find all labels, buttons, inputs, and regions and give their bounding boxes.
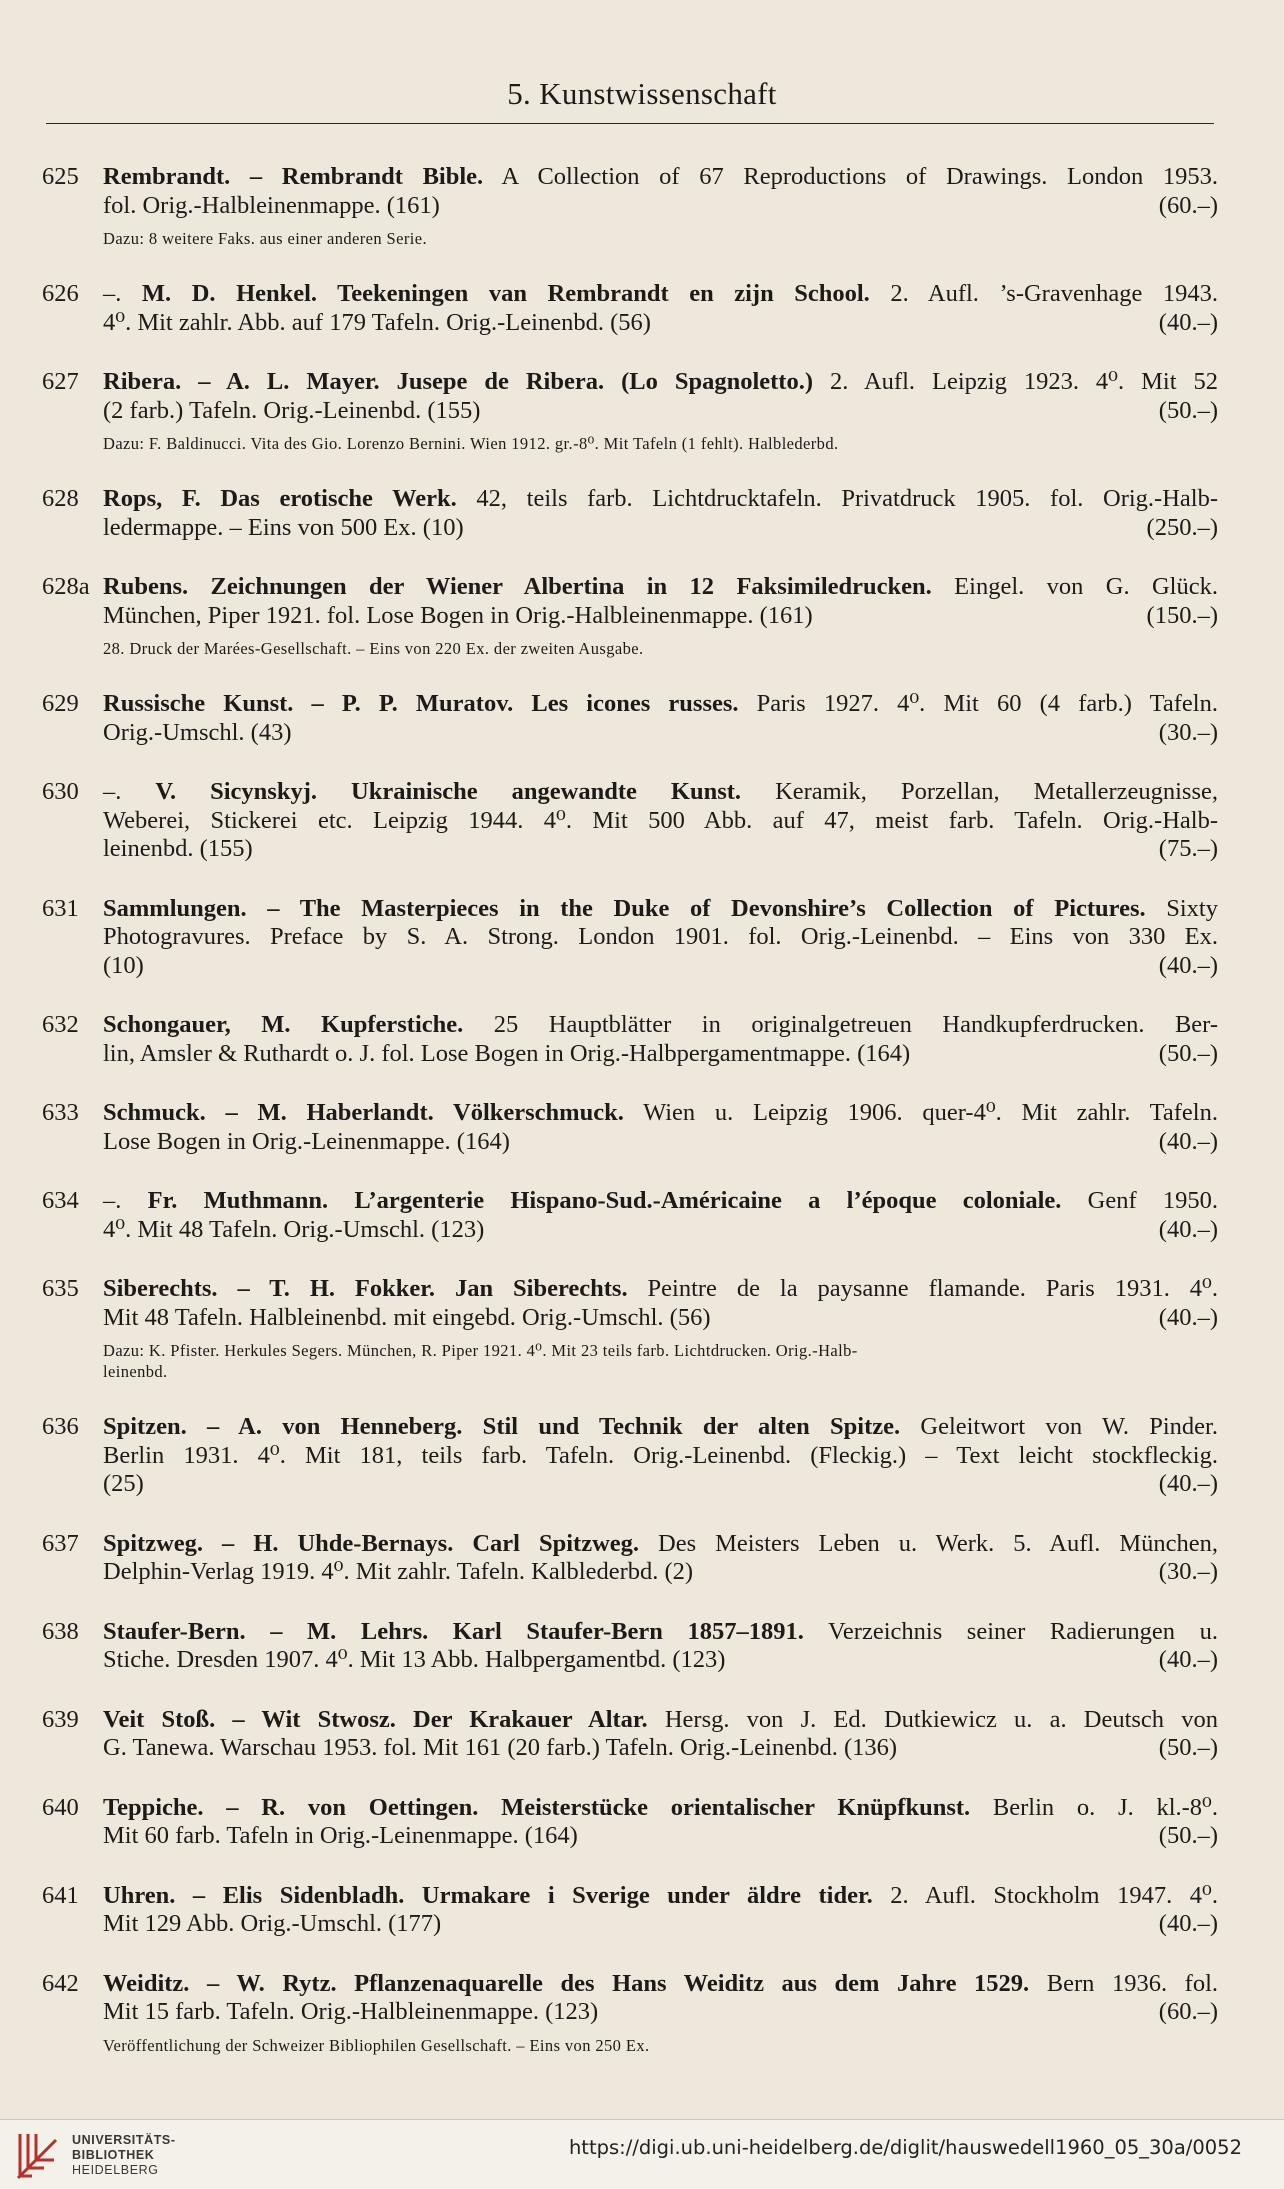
entry-line-text: leinenbd. (155) [103, 835, 253, 862]
entry-price: (40.–) [1158, 1470, 1218, 1497]
entry-line: Teppiche. – R. von Oettingen. Meisterstücke orientalischer Knüpfkunst. Berlin o. J. kl.-8⁰. [103, 1793, 1219, 1821]
catalog-entry [0, 368, 1284, 454]
entry-line-text: 4⁰. Mit 48 Tafeln. Orig.-Umschl. (123) [103, 1215, 485, 1243]
entry-number: 634 [42, 1187, 79, 1214]
entry-line [103, 192, 1218, 221]
entry-note-line: leinenbd. [103, 1362, 168, 1381]
entry-description [103, 1275, 1218, 1382]
entry-line: Uhren. – Elis Sidenbladh. Urmakare i Sverige under äldre tider. 2. Aufl. Stockholm 1947. 4⁰. [103, 1881, 1218, 1909]
entry-price: (50.–) [1158, 1039, 1218, 1067]
entry-price: (40.–) [1158, 1303, 1218, 1331]
header-rule [46, 123, 1214, 124]
entry-number: 630 [42, 778, 79, 805]
entry-line-text: Mit 15 farb. Tafeln. Orig.-Halbleinenmappe. (123) [103, 1998, 599, 2025]
entry-line [103, 1734, 1218, 1763]
entry-line: Schmuck. – M. Haberlandt. Völkerschmuck. Wien u. Leipzig 1906. quer-4⁰. Mit zahlr. Tafeln. [103, 1099, 1218, 1126]
entry-line [103, 1822, 1218, 1851]
catalog-entry [0, 1618, 1284, 1675]
entry-number: 637 [42, 1529, 79, 1557]
entry-number: 635 [42, 1275, 79, 1302]
entry-line-text: (25) [103, 1470, 144, 1497]
entry-number: 638 [42, 1617, 79, 1645]
entry-line: Ribera. – A. L. Mayer. Jusepe de Ribera. (Lo Spagnoletto.) 2. Aufl. Leipzig 1923. 4⁰. Mit 52 [103, 368, 1219, 395]
entry-line [103, 1040, 1218, 1069]
entry-description [103, 1970, 1218, 2056]
entry-note-line: Dazu: 8 weitere Faks. aus einer anderen Serie. [103, 229, 427, 248]
entry-line: Berlin 1931. 4⁰. Mit 181, teils farb. Tafeln. Orig.-Leinenbd. (Fleckig.) – Text leicht stockfleckig. [103, 1441, 1218, 1469]
catalog-entry [0, 1275, 1284, 1382]
entry-price: (75.–) [1158, 835, 1218, 862]
entry-line-text: Lose Bogen in Orig.-Leinenmappe. (164) [103, 1127, 510, 1155]
entry-line: Siberechts. – T. H. Fokker. Jan Siberechts. Peintre de la paysanne flamande. Paris 1931. 4⁰. [103, 1275, 1219, 1302]
entry-line-text: Mit 129 Abb. Orig.-Umschl. (177) [103, 1910, 442, 1937]
entry-line-text: Stiche. Dresden 1907. 4⁰. Mit 13 Abb. Halbpergamentbd. (123) [103, 1646, 726, 1673]
entry-number: 640 [42, 1793, 79, 1821]
entry-description [103, 895, 1218, 981]
entry-price: (40.–) [1158, 308, 1218, 336]
entry-line [103, 835, 1218, 864]
entry-line [103, 1304, 1218, 1333]
entry-line [103, 397, 1218, 426]
entry-number: 631 [42, 894, 79, 922]
entry-line: Weberei, Stickerei etc. Leipzig 1944. 4⁰. Mit 500 Abb. auf 47, meist farb. Tafeln. Orig.-Halb- [103, 806, 1218, 834]
entry-note [103, 638, 1218, 659]
entry-line: Veit Stoß. – Wit Stwosz. Der Krakauer Altar. Hersg. von J. Ed. Dutkiewicz u. a. Deutsch von [103, 1705, 1218, 1733]
entry-price: (40.–) [1158, 1127, 1218, 1155]
catalog-entry [0, 1970, 1284, 2056]
entry-note-line: Veröffentlichung der Schweizer Bibliophilen Gesellschaft. – Eins von 250 Ex. [103, 2035, 650, 2055]
catalog-entry [0, 280, 1284, 337]
entry-line [103, 602, 1218, 631]
entry-line-text: G. Tanewa. Warschau 1953. fol. Mit 161 (20 farb.) Tafeln. Orig.-Leinenbd. (136) [103, 1734, 898, 1761]
entry-line: Schongauer, M. Kupferstiche. 25 Hauptblätter in originalgetreuen Handkupferdrucken. Ber- [103, 1011, 1219, 1038]
entry-line-text: Mit 48 Tafeln. Halbleinenbd. mit eingebd. Orig.-Umschl. (56) [103, 1303, 711, 1331]
catalog-entry [0, 778, 1284, 864]
entry-description [103, 573, 1218, 659]
entry-price: (50.–) [1158, 1822, 1218, 1849]
entry-line-text: (10) [103, 951, 144, 979]
catalog-entry [0, 690, 1284, 747]
entry-price: (150.–) [1146, 601, 1218, 629]
entry-note [103, 433, 1218, 454]
library-name [72, 2133, 176, 2178]
entry-description [103, 280, 1218, 337]
entry-line [103, 309, 1218, 338]
entry-line [103, 1910, 1218, 1939]
entry-price: (30.–) [1158, 1558, 1218, 1585]
entry-number: 636 [42, 1413, 79, 1440]
entry-number: 628a [42, 573, 90, 600]
university-library-logo-icon [14, 2128, 60, 2182]
entry-price: (60.–) [1158, 1998, 1218, 2025]
entry-number: 625 [42, 163, 79, 190]
entry-line: –. M. D. Henkel. Teekeningen van Rembrandt en zijn School. 2. Aufl. ’s-Gravenhage 1943. [103, 280, 1218, 307]
entry-line: Rops, F. Das erotische Werk. 42, teils farb. Lichtdrucktafeln. Privatdruck 1905. fol. Orig.-Halb- [103, 485, 1219, 512]
page-title: 5. Kunstwissenschaft [507, 76, 777, 111]
entry-line [103, 514, 1218, 543]
entry-line: Spitzweg. – H. Uhde-Bernays. Carl Spitzweg. Des Meisters Leben u. Werk. 5. Aufl. München, [103, 1529, 1218, 1557]
entry-note [103, 2035, 1218, 2056]
entry-number: 632 [42, 1011, 79, 1038]
entry-price: (40.–) [1158, 1910, 1218, 1937]
entry-line: Weiditz. – W. Rytz. Pflanzenaquarelle des Hans Weiditz aus dem Jahre 1529. Bern 1936. fol. [103, 1969, 1218, 1997]
entry-line: Photogravures. Preface by S. A. Strong. London 1901. fol. Orig.-Leinenbd. – Eins von 330 Ex. [103, 923, 1218, 950]
entry-line-text: lin, Amsler & Ruthardt o. J. fol. Lose Bogen in Orig.-Halbpergamentmappe. (164) [103, 1039, 911, 1067]
entry-note [103, 228, 1218, 249]
entry-line [103, 1216, 1218, 1245]
entry-description [103, 690, 1218, 747]
library-name-line: UNIVERSITÄTS- [72, 2133, 176, 2147]
catalog-entry [0, 573, 1284, 659]
entry-price: (50.–) [1158, 1734, 1218, 1761]
entry-line: –. Fr. Muthmann. L’argenterie Hispano-Sud.-Américaine a l’époque coloniale. Genf 1950. [103, 1187, 1218, 1214]
catalog-entry [0, 1413, 1284, 1499]
entry-description [103, 1413, 1218, 1499]
entry-price: (30.–) [1158, 718, 1218, 746]
entry-price: (250.–) [1146, 513, 1218, 541]
catalog-entry [0, 485, 1284, 542]
entry-line-text: Orig.-Umschl. (43) [103, 718, 292, 746]
entry-line [103, 1998, 1218, 2027]
catalog-entry [0, 1882, 1284, 1939]
entry-description [103, 1530, 1218, 1587]
catalog-entry [0, 1011, 1284, 1068]
catalog-entry [0, 1794, 1284, 1851]
entry-line: Russische Kunst. – P. P. Muratov. Les icones russes. Paris 1927. 4⁰. Mit 60 (4 farb.) Tafeln. [103, 690, 1218, 717]
library-name-line: BIBLIOTHEK [72, 2148, 155, 2162]
entry-line [103, 952, 1218, 981]
entry-line [103, 1558, 1218, 1587]
entry-line: Staufer-Bern. – M. Lehrs. Karl Staufer-Bern 1857–1891. Verzeichnis seiner Radierungen u. [103, 1617, 1218, 1645]
library-name-line: HEIDELBERG [72, 2163, 159, 2177]
entry-line-text: Mit 60 farb. Tafeln in Orig.-Leinenmappe. (164) [103, 1822, 578, 1849]
entry-note [103, 1340, 1218, 1382]
entry-price: (60.–) [1158, 191, 1218, 219]
entry-line: Sammlungen. – The Masterpieces in the Duke of Devonshire’s Collection of Pictures. Sixty [103, 894, 1218, 922]
catalog-entry [0, 163, 1284, 249]
entry-line [103, 1128, 1218, 1157]
entry-note-line: Dazu: F. Baldinucci. Vita des Gio. Lorenzo Bernini. Wien 1912. gr.-8⁰. Mit Tafeln (1 fehlt). Halblederbd. [103, 434, 839, 453]
entry-line-text: 4⁰. Mit zahlr. Abb. auf 179 Tafeln. Orig.-Leinenbd. (56) [103, 308, 651, 336]
entry-line [103, 1470, 1218, 1499]
entry-line: Spitzen. – A. von Henneberg. Stil und Technik der alten Spitze. Geleitwort von W. Pinder. [103, 1413, 1218, 1440]
entry-price: (40.–) [1158, 951, 1218, 979]
entry-line-text: Delphin-Verlag 1919. 4⁰. Mit zahlr. Tafeln. Kalblederbd. (2) [103, 1558, 694, 1585]
catalog-entry [0, 1099, 1284, 1156]
catalog-entry [0, 1706, 1284, 1763]
entry-line [103, 719, 1218, 748]
entry-description [103, 1099, 1218, 1156]
entry-description [103, 1618, 1218, 1675]
catalog-entry [0, 1530, 1284, 1587]
entry-line: –. V. Sicynskyj. Ukrainische angewandte Kunst. Keramik, Porzellan, Metallerzeugnisse, [103, 778, 1218, 805]
entry-list [0, 163, 1284, 2087]
footer-bar [0, 2120, 1284, 2189]
entry-description [103, 1187, 1218, 1244]
entry-description [103, 485, 1218, 542]
entry-number: 629 [42, 690, 79, 717]
entry-description [103, 1706, 1218, 1763]
entry-number: 626 [42, 280, 79, 307]
entry-line-text: (2 farb.) Tafeln. Orig.-Leinenbd. (155) [103, 396, 481, 424]
entry-description [103, 1011, 1218, 1068]
catalog-entry [0, 895, 1284, 981]
entry-description [103, 778, 1218, 864]
entry-line: Rembrandt. – Rembrandt Bible. A Collection of 67 Reproductions of Drawings. London 1953. [103, 163, 1218, 190]
entry-note-line: Dazu: K. Pfister. Herkules Segers. München, R. Piper 1921. 4⁰. Mit 23 teils farb. Lichtdrucken. Orig.-Halb- [103, 1341, 858, 1360]
entry-description [103, 1882, 1218, 1939]
entry-line [103, 1646, 1218, 1675]
entry-number: 642 [42, 1969, 79, 1997]
entry-note-line: 28. Druck der Marées-Gesellschaft. – Eins von 220 Ex. der zweiten Ausgabe. [103, 639, 644, 658]
entry-price: (40.–) [1158, 1215, 1218, 1243]
entry-line-text: ledermappe. – Eins von 500 Ex. (10) [103, 513, 464, 541]
entry-description [103, 1794, 1218, 1851]
source-url-link[interactable]: https://digi.ub.uni-heidelberg.de/diglit/hauswedell1960_05_30a/0052 [568, 2136, 1242, 2159]
entry-number: 639 [42, 1705, 79, 1733]
entry-number: 641 [42, 1881, 79, 1909]
entry-price: (40.–) [1158, 1646, 1218, 1673]
entry-number: 628 [42, 485, 79, 512]
catalog-entry [0, 1187, 1284, 1244]
entry-number: 633 [42, 1099, 79, 1126]
entry-line: Rubens. Zeichnungen der Wiener Albertina in 12 Faksimiledrucken. Eingel. von G. Glück. [103, 573, 1218, 600]
entry-line-text: fol. Orig.-Halbleinenmappe. (161) [103, 191, 440, 219]
entry-line-text: München, Piper 1921. fol. Lose Bogen in Orig.-Halbleinenmappe. (161) [103, 601, 813, 629]
entry-price: (50.–) [1158, 396, 1218, 424]
entry-number: 627 [42, 368, 79, 395]
entry-description [103, 163, 1218, 249]
entry-description [103, 368, 1218, 454]
